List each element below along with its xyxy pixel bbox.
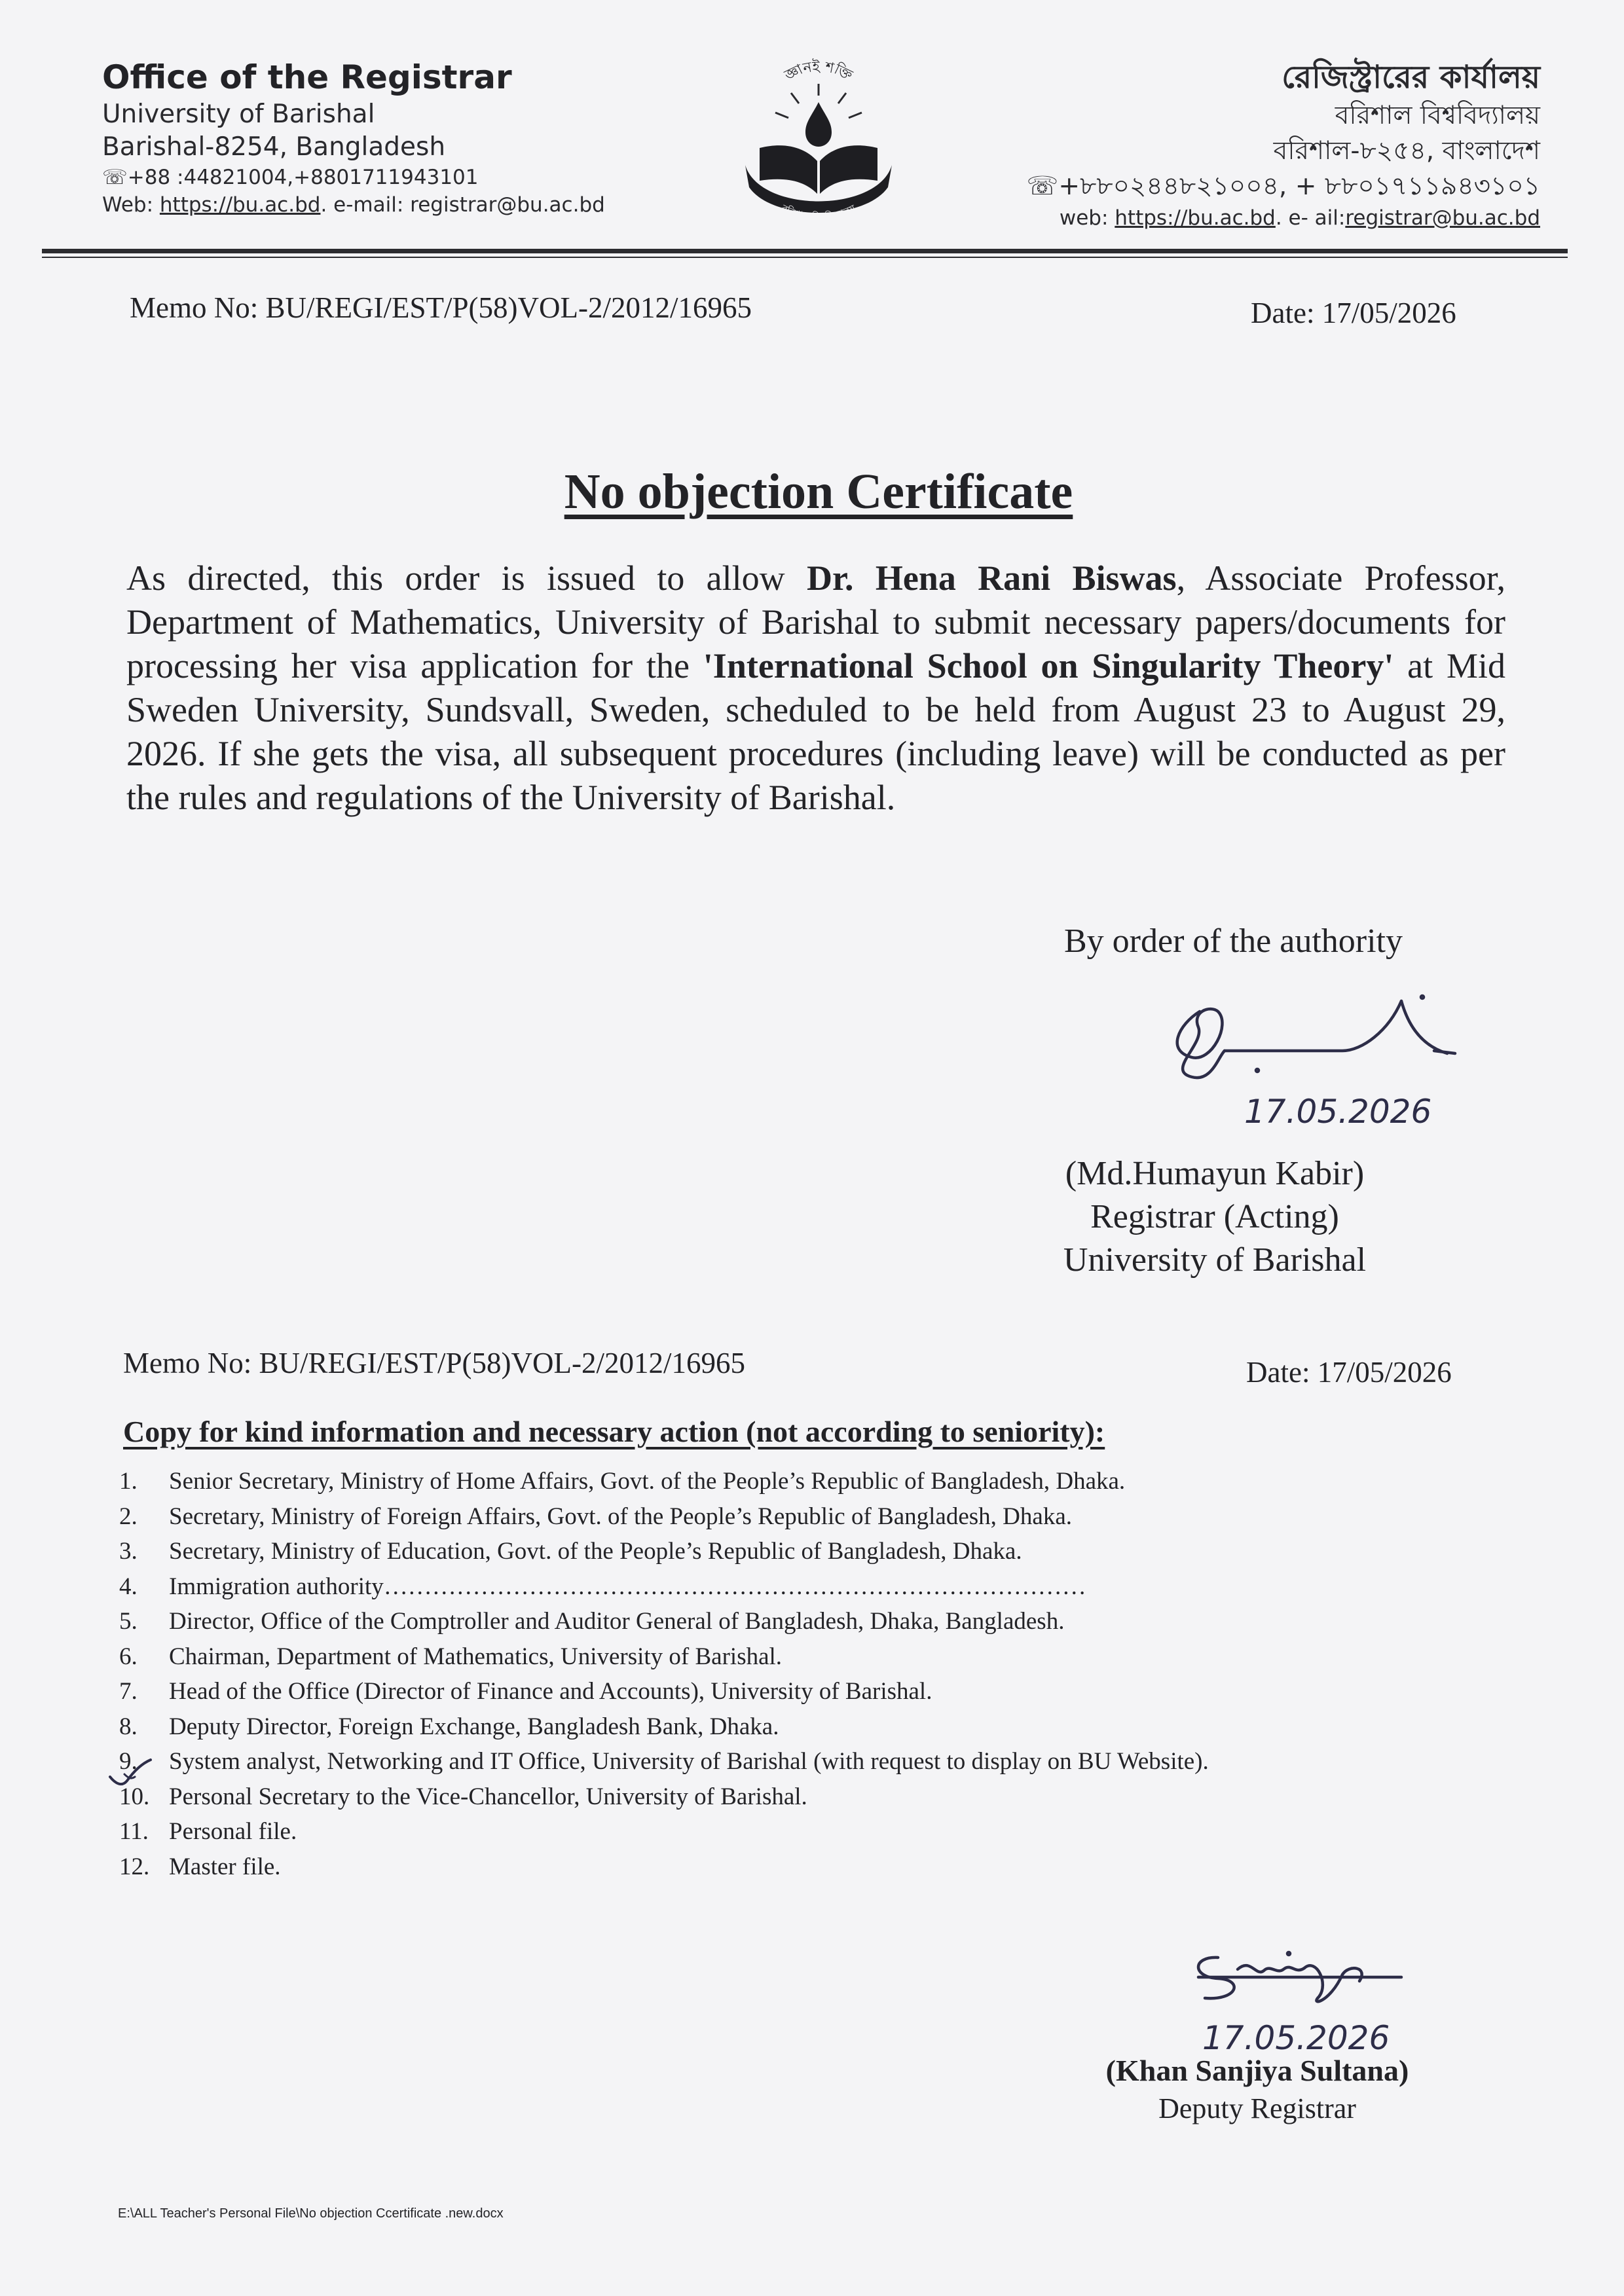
- check-mark-icon: [105, 1755, 164, 1794]
- list-item-number: 5.: [119, 1608, 138, 1635]
- web-label-en: Web:: [102, 193, 154, 217]
- list-item-number: 7.: [119, 1678, 138, 1705]
- copy-distribution-list: [119, 1464, 1209, 1884]
- list-item-number: 3.: [119, 1538, 138, 1565]
- memo-date-bottom: Date: 17/05/2026: [1246, 1356, 1452, 1389]
- memo-number-top: Memo No: BU/REGI/EST/P(58)VOL-2/2012/16965: [130, 291, 752, 324]
- list-item-text: Secretary, Ministry of Foreign Affairs, Govt. of the People’s Republic of Bangladesh, Dhaka.: [169, 1503, 1072, 1530]
- web-link-bn[interactable]: https://bu.ac.bd: [1115, 206, 1276, 230]
- logo-motto: জ্ঞানই শক্তি: [782, 58, 855, 84]
- email-link-bn[interactable]: registrar@bu.ac.bd: [1345, 206, 1540, 230]
- deputy-registrar-signature-date: 17.05.2026: [1202, 2019, 1390, 2057]
- letterhead-divider-thin: [42, 257, 1568, 258]
- web-email-bn: [1027, 204, 1540, 232]
- list-item-number: 9.: [119, 1748, 138, 1775]
- list-item-number: 12.: [119, 1853, 150, 1880]
- list-item-number: 1.: [119, 1468, 138, 1495]
- signatory1-title: Registrar (Acting): [1090, 1198, 1339, 1235]
- registrar-signature: [1153, 985, 1480, 1156]
- certificate-body: [126, 556, 1505, 820]
- web-link-en[interactable]: https://bu.ac.bd: [159, 193, 321, 217]
- university-logo: [733, 50, 904, 220]
- signatory1-name: (Md.Humayun Kabir): [1065, 1155, 1365, 1192]
- office-title-bn: রেজিস্ট্রারের কার্যালয়: [1282, 59, 1540, 96]
- list-item-text: Deputy Director, Foreign Exchange, Bangladesh Bank, Dhaka.: [169, 1713, 779, 1740]
- list-item: [119, 1779, 1209, 1815]
- list-item: [119, 1744, 1209, 1779]
- email-link-en[interactable]: registrar@bu.ac.bd: [410, 193, 605, 217]
- logo-ring-text: বরিশাল বিশ্ববিদ্যালয়: [779, 202, 858, 220]
- list-item-text: Senior Secretary, Ministry of Home Affairs, Govt. of the People’s Republic of Bangladesh, Dhaka.: [169, 1468, 1126, 1495]
- list-item: [119, 1604, 1209, 1639]
- list-item-text: System analyst, Networking and IT Office, University of Barishal (with request to display on BU Website).: [169, 1748, 1209, 1775]
- body-part-2: , Associate Professor, Department of Mathematics, University of Barishal to submit necessary papers/documents for processing her visa application for the: [126, 558, 1505, 685]
- memo-number-bottom: Memo No: BU/REGI/EST/P(58)VOL-2/2012/16965: [123, 1347, 745, 1379]
- signatory2-name: (Khan Sanjiya Sultana): [1105, 2054, 1409, 2087]
- list-item-text: Immigration authority……………………………………………………………………………: [169, 1573, 1086, 1600]
- letterhead-bangla: [1027, 56, 1540, 232]
- body-part-3: at Mid Sweden University, Sundsvall, Sweden, scheduled to be held from August 23 to August 29, 2026. If she gets the visa, all subsequent procedures (including leave) will be conducted as per the rules and regulations of the University of Barishal.: [126, 646, 1505, 817]
- list-item-number: 11.: [119, 1818, 149, 1845]
- email-label-bn: . e- ail:: [1275, 206, 1346, 230]
- list-item: [119, 1709, 1209, 1745]
- signatory2-title: Deputy Registrar: [1158, 2092, 1356, 2124]
- address-bn: বরিশাল-৮২৫৪, বাংলাদেশ: [1273, 136, 1540, 166]
- phone-bn: ☏+৮৮০২৪৪৮২১০০৪, + ৮৮০১৭১১৯৪৩১০১: [1026, 172, 1540, 201]
- address-en: Barishal-8254, Bangladesh: [102, 132, 446, 162]
- deputy-registrar-signature: [1179, 1938, 1467, 2069]
- email-label-en: . e-mail:: [320, 193, 404, 217]
- web-email-en: [102, 191, 605, 219]
- signatory1-block: [1018, 1152, 1411, 1282]
- list-item: [119, 1534, 1209, 1569]
- copy-heading: Copy for kind information and necessary action (not according to seniority):: [123, 1415, 1105, 1448]
- letterhead-english: [102, 56, 605, 219]
- signatory1-org: University of Barishal: [1063, 1241, 1367, 1279]
- list-item-number: 10.: [119, 1783, 150, 1810]
- phone-en: ☏+88 :44821004,+8801711943101: [102, 166, 479, 189]
- by-order-line: By order of the authority: [1064, 922, 1403, 960]
- list-item-text: Personal Secretary to the Vice-Chancellor, University of Barishal.: [169, 1783, 807, 1810]
- holder-name: Dr. Hena Rani Biswas: [806, 558, 1177, 598]
- list-item-text: Secretary, Ministry of Education, Govt. of the People’s Republic of Bangladesh, Dhaka.: [169, 1538, 1022, 1565]
- list-item: [119, 1499, 1209, 1535]
- list-item-number: 2.: [119, 1503, 138, 1530]
- letterhead-divider: [42, 249, 1568, 253]
- list-item-number: 8.: [119, 1713, 138, 1740]
- body-part-1: As directed, this order is issued to allow: [126, 558, 807, 598]
- list-item: [119, 1850, 1209, 1885]
- list-item-text: Director, Office of the Comptroller and Auditor General of Bangladesh, Dhaka, Bangladesh.: [169, 1608, 1065, 1635]
- registrar-signature-date: 17.05.2026: [1244, 1093, 1432, 1131]
- memo-date-top: Date: 17/05/2026: [1251, 297, 1456, 329]
- list-item-text: Personal file.: [169, 1818, 297, 1845]
- signatory2-block: [1048, 2052, 1467, 2128]
- list-item-text: Head of the Office (Director of Finance and Accounts), University of Barishal.: [169, 1678, 932, 1705]
- list-item-number: 6.: [119, 1643, 138, 1670]
- list-item-text: Master file.: [169, 1853, 281, 1880]
- list-item: [119, 1639, 1209, 1675]
- list-item: [119, 1464, 1209, 1499]
- list-item: [119, 1674, 1209, 1709]
- event-name: 'International School on Singularity Theory': [703, 646, 1394, 685]
- web-label-bn: web:: [1059, 206, 1109, 230]
- list-item: [119, 1814, 1209, 1850]
- list-item-text: Chairman, Department of Mathematics, University of Barishal.: [169, 1643, 783, 1670]
- university-name-bn: বরিশাল বিশ্ববিদ্যালয়: [1335, 101, 1540, 130]
- university-name-en: University of Barishal: [102, 100, 375, 129]
- list-item-number: 4.: [119, 1573, 138, 1600]
- certificate-heading: No objection Certificate: [564, 464, 1073, 519]
- footer-file-path: E:\ALL Teacher's Personal File\No objection Ccertificate .new.docx: [118, 2206, 504, 2221]
- list-item: [119, 1569, 1209, 1605]
- office-title-en: Office of the Registrar: [102, 58, 512, 96]
